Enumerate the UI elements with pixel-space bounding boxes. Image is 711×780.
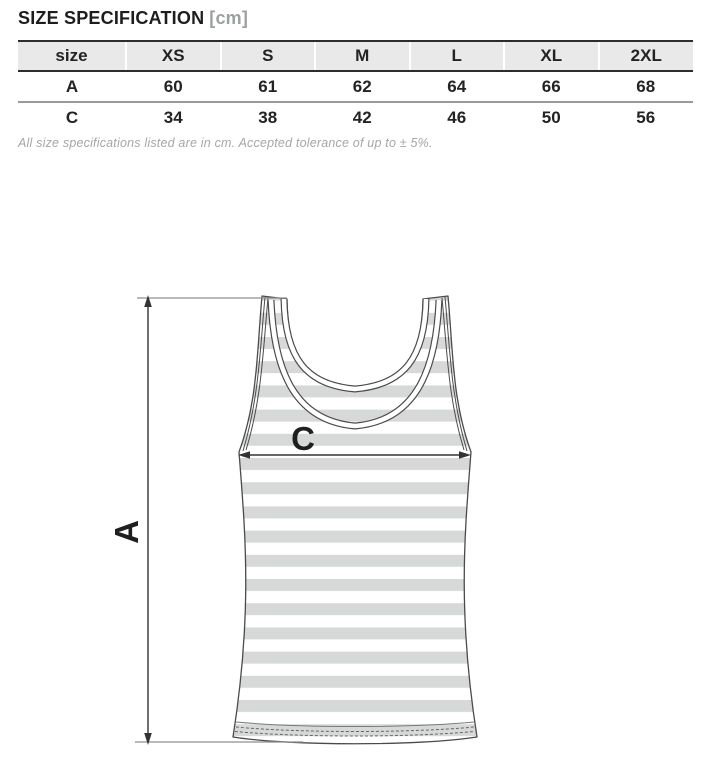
cell-a-xl: 66	[504, 71, 599, 102]
size-table	[18, 40, 693, 133]
page-title-unit: [cm]	[209, 8, 249, 28]
table-row-a	[18, 71, 693, 102]
cell-c-s: 38	[221, 102, 316, 133]
cell-c-m: 42	[315, 102, 410, 133]
dimension-a-arrow-down	[144, 733, 152, 745]
column-header-xl: XL	[504, 41, 599, 71]
cell-a-l: 64	[410, 71, 505, 102]
cell-a-2xl: 68	[599, 71, 694, 102]
cell-c-xl: 50	[504, 102, 599, 133]
column-header-2xl: 2XL	[599, 41, 694, 71]
size-table-header-row	[18, 41, 693, 71]
column-header-l: L	[410, 41, 505, 71]
measurement-label-c: C	[291, 420, 315, 457]
cell-c-xs: 34	[126, 102, 221, 133]
column-header-size: size	[18, 41, 126, 71]
tolerance-note: All size specifications listed are in cm. Accepted tolerance of up to ± 5%.	[18, 136, 433, 150]
page-title	[18, 8, 248, 29]
tank-top-drawing	[233, 296, 477, 744]
dimension-a-arrow-up	[144, 295, 152, 307]
cell-a-xs: 60	[126, 71, 221, 102]
table-row-c	[18, 102, 693, 133]
row-label-c: C	[18, 102, 126, 133]
cell-a-s: 61	[221, 71, 316, 102]
garment-measurement-diagram	[0, 280, 711, 780]
row-label-a: A	[18, 71, 126, 102]
column-header-xs: XS	[126, 41, 221, 71]
cell-a-m: 62	[315, 71, 410, 102]
cell-c-l: 46	[410, 102, 505, 133]
column-header-s: S	[221, 41, 316, 71]
cell-c-2xl: 56	[599, 102, 694, 133]
measurement-label-a: A	[108, 520, 145, 544]
column-header-m: M	[315, 41, 410, 71]
tank-top-striped-fabric	[233, 296, 477, 744]
page-title-text: SIZE SPECIFICATION	[18, 8, 205, 28]
